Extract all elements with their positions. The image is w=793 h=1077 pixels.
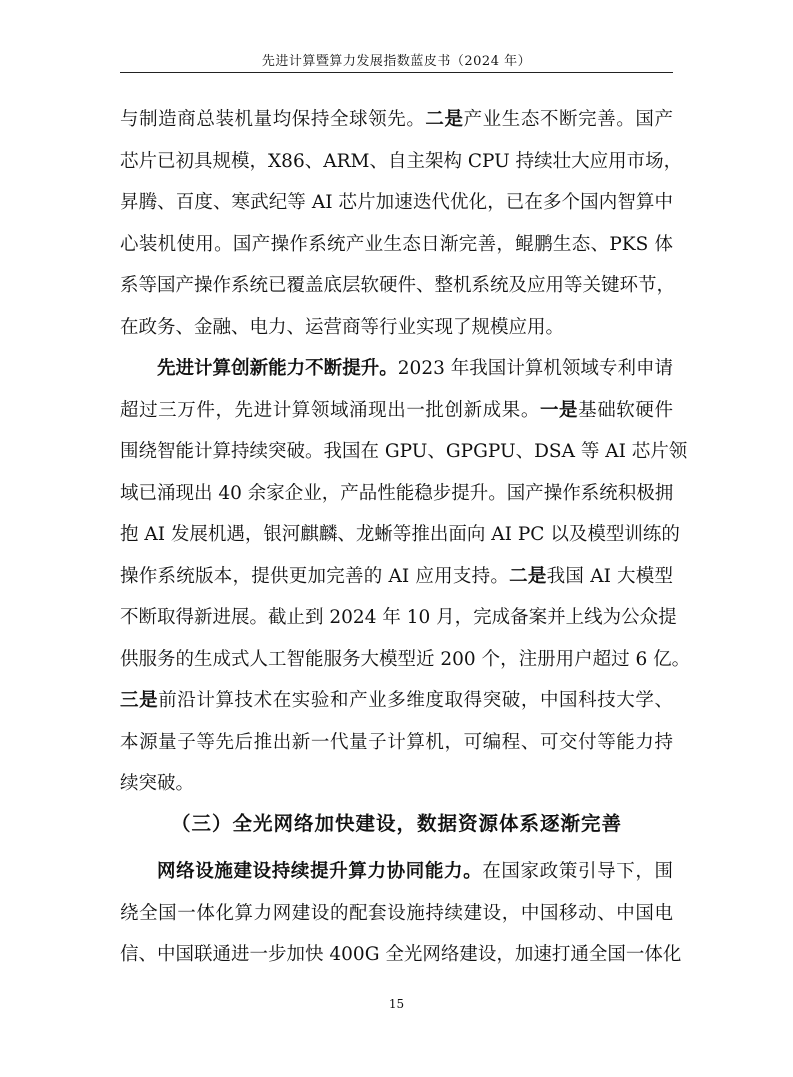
paragraph-line: 昇腾、百度、寒武纪等 AI 芯片加速迭代优化，已在多个国内智算中 xyxy=(120,192,673,213)
text-run: 在国家政策引导下，围 xyxy=(482,861,673,882)
bold-run: 三是 xyxy=(120,690,159,711)
body-text-continued xyxy=(120,851,682,976)
text-run: 与制造商总装机量均保持全球领先。 xyxy=(120,109,426,130)
bold-run: 二是 xyxy=(509,565,547,587)
paragraph-line: 不断取得新进展。截止到 2024 年 10 月，完成备案并上线为公众提 xyxy=(120,607,677,628)
text-run: 我国 AI 大模型 xyxy=(546,565,673,587)
bold-run: 网络设施建设持续提升算力协同能力。 xyxy=(157,861,483,882)
paragraph-line: 本源量子等先后推出新一代量子计算机，可编程、可交付等能力持 xyxy=(120,731,673,753)
paragraph-line xyxy=(120,99,673,141)
paragraph-line xyxy=(120,348,673,390)
running-header: 先进计算暨算力发展指数蓝皮书（2024 年） xyxy=(261,54,532,69)
paragraph-line: 芯片已初具规模，X86、ARM、自主架构 CPU 持续壮大应用市场， xyxy=(120,150,683,172)
page-number: 15 xyxy=(388,997,405,1011)
text-run: 操作系统版本，提供更加完善的 AI 应用支持。 xyxy=(120,565,510,587)
bold-run: 一是 xyxy=(539,399,579,421)
body-text xyxy=(120,99,691,805)
paragraph-line: 供服务的生成式人工智能服务大模型近 200 个，注册用户超过 6 亿。 xyxy=(120,648,691,670)
bold-run: 二是 xyxy=(425,109,464,130)
paragraph-line: 域已涌现出 40 余家企业，产品性能稳步提升。国产操作系统积极拥 xyxy=(120,482,674,504)
text-run: 2023 年我国计算机领域专利申请 xyxy=(397,358,673,379)
paragraph-line: 续突破。 xyxy=(120,773,195,794)
paragraph-line xyxy=(120,556,673,598)
paragraph-line xyxy=(120,680,673,722)
paragraph-line: 系等国产操作系统已覆盖底层软硬件、整机系统及应用等关键环节， xyxy=(120,275,676,296)
paragraph-line: 在政务、金融、电力、运营商等行业实现了规模应用。 xyxy=(120,316,565,338)
paragraph-line: 心装机使用。国产操作系统产业生态日渐完善，鲲鹏生态、PKS 体 xyxy=(120,233,673,255)
paragraph-line xyxy=(120,851,673,893)
section-heading: （三）全光网络加快建设，数据资源体系逐渐完善 xyxy=(170,812,622,835)
text-run: 前沿计算技术在实验和产业多维度取得突破，中国科技大学、 xyxy=(158,690,673,711)
text-run: 基础软硬件 xyxy=(578,399,673,421)
paragraph-line xyxy=(120,390,673,432)
text-run: 产业生态不断完善。国产 xyxy=(463,109,673,130)
paragraph-line: 绕全国一体化算力网建设的配套设施持续建设，中国移动、中国电 xyxy=(120,902,673,924)
paragraph-line: 信、中国联通进一步加快 400G 全光网络建设，加速打通全国一体化 xyxy=(120,944,682,965)
paragraph-line: 抱 AI 发展机遇，银河麒麟、龙蜥等推出面向 AI PC 以及模型训练的 xyxy=(120,524,680,545)
paragraph-line: 围绕智能计算持续突破。我国在 GPU、GPGPU、DSA 等 AI 芯片领 xyxy=(120,441,688,462)
text-run: 超过三万件，先进计算领域涌现出一批创新成果。 xyxy=(120,399,540,421)
bold-run: 先进计算创新能力不断提升。 xyxy=(157,358,398,379)
header-rule xyxy=(120,72,673,73)
